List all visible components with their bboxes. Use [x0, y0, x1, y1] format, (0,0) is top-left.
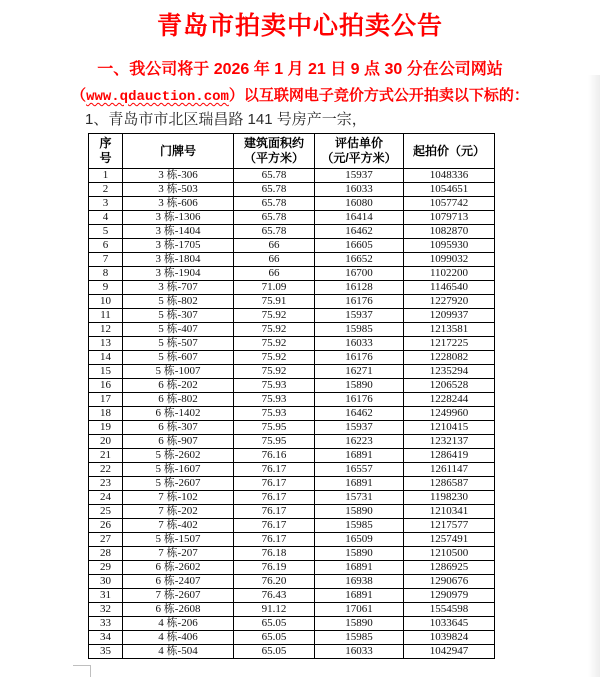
- cell-building-area: 91.12: [234, 603, 315, 617]
- cell-start-price: 1290979: [404, 589, 495, 603]
- cell-unit-price: 15985: [315, 519, 404, 533]
- cell-seq: 26: [89, 519, 123, 533]
- cell-start-price: 1095930: [404, 239, 495, 253]
- cell-seq: 16: [89, 379, 123, 393]
- cell-unit-price: 16891: [315, 477, 404, 491]
- cell-seq: 35: [89, 645, 123, 659]
- cell-building-area: 66: [234, 239, 315, 253]
- table-row: [89, 379, 495, 393]
- cell-seq: 8: [89, 267, 123, 281]
- cell-building-area: 76.19: [234, 561, 315, 575]
- table-row: [89, 169, 495, 183]
- cell-unit-price: 15937: [315, 169, 404, 183]
- cell-start-price: 1286587: [404, 477, 495, 491]
- cell-building-area: 76.43: [234, 589, 315, 603]
- cell-door-number: 6 栋-307: [123, 421, 234, 435]
- cell-door-number: 3 栋-1306: [123, 211, 234, 225]
- cell-start-price: 1290676: [404, 575, 495, 589]
- table-row: [89, 505, 495, 519]
- cell-door-number: 5 栋-2607: [123, 477, 234, 491]
- cell-door-number: 3 栋-1904: [123, 267, 234, 281]
- cell-building-area: 75.92: [234, 337, 315, 351]
- table-row: [89, 295, 495, 309]
- cell-seq: 20: [89, 435, 123, 449]
- cell-building-area: 66: [234, 267, 315, 281]
- cell-door-number: 6 栋-1402: [123, 407, 234, 421]
- table-row: [89, 561, 495, 575]
- intro-paragraph-line2: [0, 84, 600, 105]
- header-unit-price: 评估单价 （元/平方米）: [315, 134, 404, 169]
- table-row: [89, 575, 495, 589]
- cell-seq: 28: [89, 547, 123, 561]
- cell-building-area: 75.95: [234, 435, 315, 449]
- cell-unit-price: 16176: [315, 295, 404, 309]
- cell-building-area: 65.78: [234, 225, 315, 239]
- cell-unit-price: 16223: [315, 435, 404, 449]
- cell-building-area: 75.92: [234, 365, 315, 379]
- page-title: 青岛市拍卖中心拍卖公告: [156, 12, 443, 40]
- cell-building-area: 75.92: [234, 323, 315, 337]
- cell-seq: 31: [89, 589, 123, 603]
- cell-door-number: 7 栋-207: [123, 547, 234, 561]
- cell-start-price: 1048336: [404, 169, 495, 183]
- cell-building-area: 75.93: [234, 407, 315, 421]
- cell-seq: 14: [89, 351, 123, 365]
- table-row: [89, 197, 495, 211]
- table-row: [89, 533, 495, 547]
- cell-building-area: 65.78: [234, 211, 315, 225]
- table-header-row: [89, 134, 495, 169]
- cell-seq: 5: [89, 225, 123, 239]
- cell-seq: 29: [89, 561, 123, 575]
- cell-start-price: 1033645: [404, 617, 495, 631]
- cell-unit-price: 16557: [315, 463, 404, 477]
- cell-door-number: 5 栋-507: [123, 337, 234, 351]
- table-row: [89, 309, 495, 323]
- cell-seq: 23: [89, 477, 123, 491]
- cell-seq: 34: [89, 631, 123, 645]
- table-row: [89, 393, 495, 407]
- cell-seq: 7: [89, 253, 123, 267]
- cell-building-area: 75.92: [234, 351, 315, 365]
- cell-building-area: 76.17: [234, 491, 315, 505]
- cell-start-price: 1206528: [404, 379, 495, 393]
- cell-unit-price: 15985: [315, 323, 404, 337]
- table-row: [89, 435, 495, 449]
- cell-seq: 25: [89, 505, 123, 519]
- cell-unit-price: 16128: [315, 281, 404, 295]
- cell-door-number: 5 栋-607: [123, 351, 234, 365]
- cell-building-area: 75.95: [234, 421, 315, 435]
- cell-door-number: 7 栋-202: [123, 505, 234, 519]
- cell-start-price: 1079713: [404, 211, 495, 225]
- cell-unit-price: 16700: [315, 267, 404, 281]
- cell-door-number: 5 栋-407: [123, 323, 234, 337]
- cell-building-area: 65.05: [234, 645, 315, 659]
- cell-start-price: 1228082: [404, 351, 495, 365]
- cell-seq: 32: [89, 603, 123, 617]
- cell-start-price: 1099032: [404, 253, 495, 267]
- cell-seq: 11: [89, 309, 123, 323]
- cell-seq: 10: [89, 295, 123, 309]
- cell-unit-price: 15890: [315, 505, 404, 519]
- cell-seq: 9: [89, 281, 123, 295]
- table-row: [89, 211, 495, 225]
- table-row: [89, 547, 495, 561]
- table-row: [89, 351, 495, 365]
- cell-unit-price: 16605: [315, 239, 404, 253]
- table-row: [89, 407, 495, 421]
- lot-description-line: 1、青岛市市北区瑞昌路 141 号房产一宗，: [85, 111, 367, 128]
- page-edge-shadow: [588, 75, 600, 677]
- cell-door-number: 7 栋-2607: [123, 589, 234, 603]
- table-row: [89, 631, 495, 645]
- cell-start-price: 1042947: [404, 645, 495, 659]
- cell-start-price: 1057742: [404, 197, 495, 211]
- cell-start-price: 1210415: [404, 421, 495, 435]
- cell-door-number: 3 栋-306: [123, 169, 234, 183]
- cell-unit-price: 16271: [315, 365, 404, 379]
- cell-seq: 18: [89, 407, 123, 421]
- cell-start-price: 1146540: [404, 281, 495, 295]
- table-row: [89, 323, 495, 337]
- cell-building-area: 65.78: [234, 197, 315, 211]
- cell-door-number: 5 栋-1507: [123, 533, 234, 547]
- cell-seq: 17: [89, 393, 123, 407]
- cell-unit-price: 16033: [315, 337, 404, 351]
- cell-start-price: 1102200: [404, 267, 495, 281]
- cell-start-price: 1257491: [404, 533, 495, 547]
- auction-site-url[interactable]: www.qdauction.com: [86, 89, 229, 105]
- cell-building-area: 76.16: [234, 449, 315, 463]
- cell-start-price: 1217225: [404, 337, 495, 351]
- table-row: [89, 267, 495, 281]
- intro-paragraph-line1: 一、我公司将于 2026 年 1 月 21 日 9 点 30 分在公司网站: [97, 61, 503, 78]
- cell-unit-price: 16891: [315, 449, 404, 463]
- cell-door-number: 6 栋-2407: [123, 575, 234, 589]
- cell-unit-price: 16414: [315, 211, 404, 225]
- cell-seq: 22: [89, 463, 123, 477]
- table-row: [89, 491, 495, 505]
- cell-building-area: 65.05: [234, 617, 315, 631]
- cell-door-number: 3 栋-1404: [123, 225, 234, 239]
- cell-door-number: 6 栋-202: [123, 379, 234, 393]
- cell-start-price: 1198230: [404, 491, 495, 505]
- cell-start-price: 1209937: [404, 309, 495, 323]
- table-row: [89, 589, 495, 603]
- cell-door-number: 5 栋-2602: [123, 449, 234, 463]
- auction-lots-table: [88, 133, 495, 659]
- table-row: [89, 617, 495, 631]
- cell-door-number: 3 栋-503: [123, 183, 234, 197]
- cell-door-number: 7 栋-402: [123, 519, 234, 533]
- table-row: [89, 365, 495, 379]
- cell-unit-price: 15937: [315, 309, 404, 323]
- cell-start-price: 1039824: [404, 631, 495, 645]
- cell-start-price: 1249960: [404, 407, 495, 421]
- cell-seq: 12: [89, 323, 123, 337]
- cell-start-price: 1217577: [404, 519, 495, 533]
- cell-seq: 27: [89, 533, 123, 547]
- cell-unit-price: 16080: [315, 197, 404, 211]
- cell-unit-price: 16891: [315, 589, 404, 603]
- cell-building-area: 75.91: [234, 295, 315, 309]
- header-door-number: 门牌号: [123, 134, 234, 169]
- cell-seq: 21: [89, 449, 123, 463]
- url-suffix-text: ）以互联网电子竞价方式公开拍卖以下标的：: [228, 87, 529, 104]
- cell-building-area: 75.92: [234, 309, 315, 323]
- cell-seq: 3: [89, 197, 123, 211]
- cell-unit-price: 17061: [315, 603, 404, 617]
- cell-building-area: 76.17: [234, 463, 315, 477]
- cell-door-number: 4 栋-206: [123, 617, 234, 631]
- cell-seq: 13: [89, 337, 123, 351]
- cell-start-price: 1286419: [404, 449, 495, 463]
- cell-door-number: 3 栋-606: [123, 197, 234, 211]
- cell-start-price: 1082870: [404, 225, 495, 239]
- table-row: [89, 603, 495, 617]
- cell-building-area: 76.18: [234, 547, 315, 561]
- cell-building-area: 76.17: [234, 533, 315, 547]
- text-boundary-corner-mark: [73, 665, 91, 677]
- cell-seq: 2: [89, 183, 123, 197]
- cell-door-number: 6 栋-2608: [123, 603, 234, 617]
- table-row: [89, 239, 495, 253]
- cell-door-number: 7 栋-102: [123, 491, 234, 505]
- cell-seq: 4: [89, 211, 123, 225]
- cell-building-area: 65.78: [234, 183, 315, 197]
- cell-start-price: 1232137: [404, 435, 495, 449]
- header-start-price: 起拍价（元）: [404, 134, 495, 169]
- cell-unit-price: 16033: [315, 645, 404, 659]
- cell-door-number: 3 栋-707: [123, 281, 234, 295]
- cell-start-price: 1054651: [404, 183, 495, 197]
- cell-door-number: 5 栋-802: [123, 295, 234, 309]
- cell-start-price: 1227920: [404, 295, 495, 309]
- cell-door-number: 3 栋-1804: [123, 253, 234, 267]
- table-row: [89, 421, 495, 435]
- cell-unit-price: 16938: [315, 575, 404, 589]
- cell-building-area: 75.93: [234, 379, 315, 393]
- cell-start-price: 1261147: [404, 463, 495, 477]
- cell-unit-price: 16176: [315, 393, 404, 407]
- cell-building-area: 76.17: [234, 505, 315, 519]
- header-seq: 序 号: [89, 134, 123, 169]
- cell-building-area: 65.05: [234, 631, 315, 645]
- table-row: [89, 645, 495, 659]
- cell-unit-price: 15731: [315, 491, 404, 505]
- cell-seq: 24: [89, 491, 123, 505]
- cell-unit-price: 15890: [315, 379, 404, 393]
- cell-unit-price: 16652: [315, 253, 404, 267]
- cell-seq: 6: [89, 239, 123, 253]
- cell-door-number: 3 栋-1705: [123, 239, 234, 253]
- cell-unit-price: 16509: [315, 533, 404, 547]
- table-row: [89, 253, 495, 267]
- table-row: [89, 337, 495, 351]
- header-building-area: 建筑面积约 （平方米）: [234, 134, 315, 169]
- cell-unit-price: 15937: [315, 421, 404, 435]
- cell-building-area: 76.17: [234, 477, 315, 491]
- cell-door-number: 4 栋-406: [123, 631, 234, 645]
- cell-building-area: 76.20: [234, 575, 315, 589]
- cell-unit-price: 15985: [315, 631, 404, 645]
- cell-start-price: 1286925: [404, 561, 495, 575]
- cell-building-area: 65.78: [234, 169, 315, 183]
- cell-seq: 33: [89, 617, 123, 631]
- url-prefix-paren: （: [71, 87, 87, 104]
- cell-building-area: 66: [234, 253, 315, 267]
- cell-unit-price: 16891: [315, 561, 404, 575]
- table-row: [89, 281, 495, 295]
- cell-door-number: 4 栋-504: [123, 645, 234, 659]
- table-row: [89, 225, 495, 239]
- cell-unit-price: 16176: [315, 351, 404, 365]
- cell-unit-price: 15890: [315, 617, 404, 631]
- cell-start-price: 1213581: [404, 323, 495, 337]
- cell-building-area: 71.09: [234, 281, 315, 295]
- cell-start-price: 1554598: [404, 603, 495, 617]
- cell-seq: 30: [89, 575, 123, 589]
- cell-building-area: 75.93: [234, 393, 315, 407]
- cell-start-price: 1210500: [404, 547, 495, 561]
- cell-unit-price: 15890: [315, 547, 404, 561]
- cell-door-number: 5 栋-1007: [123, 365, 234, 379]
- table-row: [89, 477, 495, 491]
- table-row: [89, 519, 495, 533]
- table-row: [89, 183, 495, 197]
- cell-door-number: 5 栋-307: [123, 309, 234, 323]
- table-row: [89, 463, 495, 477]
- cell-start-price: 1228244: [404, 393, 495, 407]
- cell-door-number: 5 栋-1607: [123, 463, 234, 477]
- cell-seq: 19: [89, 421, 123, 435]
- table-body: [89, 169, 495, 659]
- cell-start-price: 1210341: [404, 505, 495, 519]
- cell-door-number: 6 栋-802: [123, 393, 234, 407]
- table-row: [89, 449, 495, 463]
- cell-door-number: 6 栋-2602: [123, 561, 234, 575]
- cell-unit-price: 16033: [315, 183, 404, 197]
- cell-door-number: 6 栋-907: [123, 435, 234, 449]
- cell-building-area: 76.17: [234, 519, 315, 533]
- cell-unit-price: 16462: [315, 225, 404, 239]
- cell-seq: 15: [89, 365, 123, 379]
- cell-unit-price: 16462: [315, 407, 404, 421]
- cell-start-price: 1235294: [404, 365, 495, 379]
- cell-seq: 1: [89, 169, 123, 183]
